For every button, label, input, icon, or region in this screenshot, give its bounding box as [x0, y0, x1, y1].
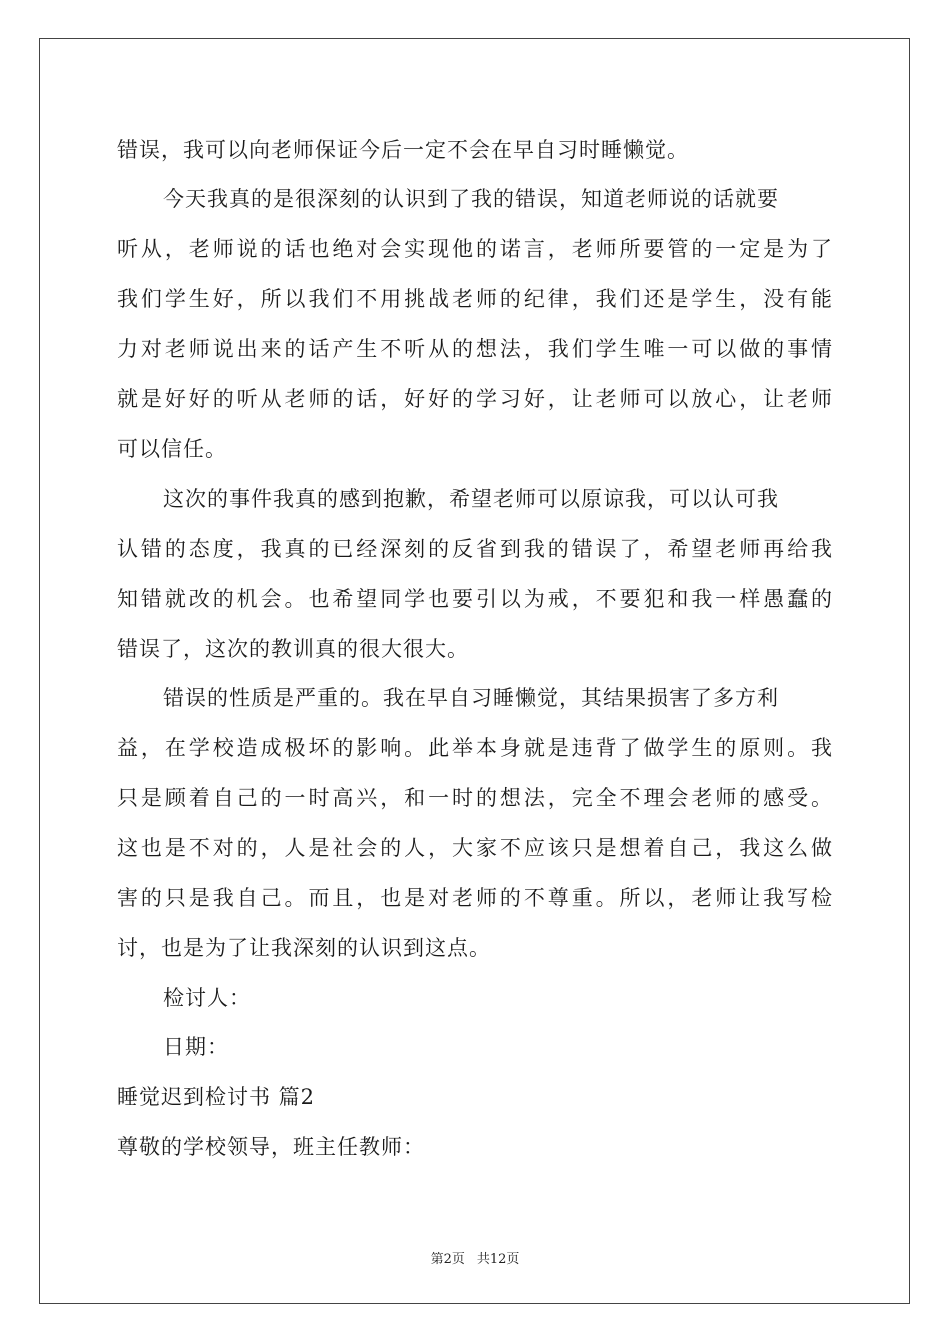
text-line: 错误了，这次的教训真的很大很大。 [117, 637, 469, 661]
text-line: 益，在学校造成极坏的影响。此举本身就是违背了做学生的原则。我 [117, 736, 832, 760]
text-line: 只是顾着自己的一时高兴，和一时的想法，完全不理会老师的感受。 [117, 786, 832, 810]
date-label: 日期： [163, 1035, 229, 1059]
page-border [39, 38, 910, 1304]
text-line: 我们学生好，所以我们不用挑战老师的纪律，我们还是学生，没有能 [117, 287, 832, 311]
text-line: 知错就改的机会。也希望同学也要引以为戒，不要犯和我一样愚蠢的 [117, 587, 832, 611]
text-line: 错误，我可以向老师保证今后一定不会在早自习时睡懒觉。 [117, 138, 689, 162]
page-footer [0, 1248, 950, 1267]
signature-label: 检讨人： [163, 986, 251, 1010]
text-line: 就是好好的听从老师的话，好好的学习好，让老师可以放心，让老师 [117, 387, 832, 411]
paragraph-first-line: 这次的事件我真的感到抱歉，希望老师可以原谅我，可以认可我 [163, 487, 779, 511]
paragraph-first-line: 今天我真的是很深刻的认识到了我的错误，知道老师说的话就要 [163, 187, 779, 211]
text-line: 害的只是我自己。而且，也是对老师的不尊重。所以，老师让我写检 [117, 886, 832, 910]
text-line: 这也是不对的，人是社会的人，大家不应该只是想着自己，我这么做 [117, 836, 832, 860]
salutation: 尊敬的学校领导，班主任教师： [117, 1135, 425, 1159]
section-title: 睡觉迟到检讨书 篇2 [117, 1085, 316, 1109]
text-line: 讨，也是为了让我深刻的认识到这点。 [117, 936, 491, 960]
page-total: 共12页 [476, 1252, 520, 1267]
text-line: 可以信任。 [117, 437, 227, 461]
text-line: 认错的态度，我真的已经深刻的反省到我的错误了，希望老师再给我 [117, 537, 832, 561]
text-line: 听从，老师说的话也绝对会实现他的诺言，老师所要管的一定是为了 [117, 237, 832, 261]
paragraph-first-line: 错误的性质是严重的。我在早自习睡懒觉，其结果损害了多方利 [163, 686, 779, 710]
text-line: 力对老师说出来的话产生不听从的想法，我们学生唯一可以做的事情 [117, 337, 832, 361]
page-number: 第2页 [430, 1252, 465, 1267]
